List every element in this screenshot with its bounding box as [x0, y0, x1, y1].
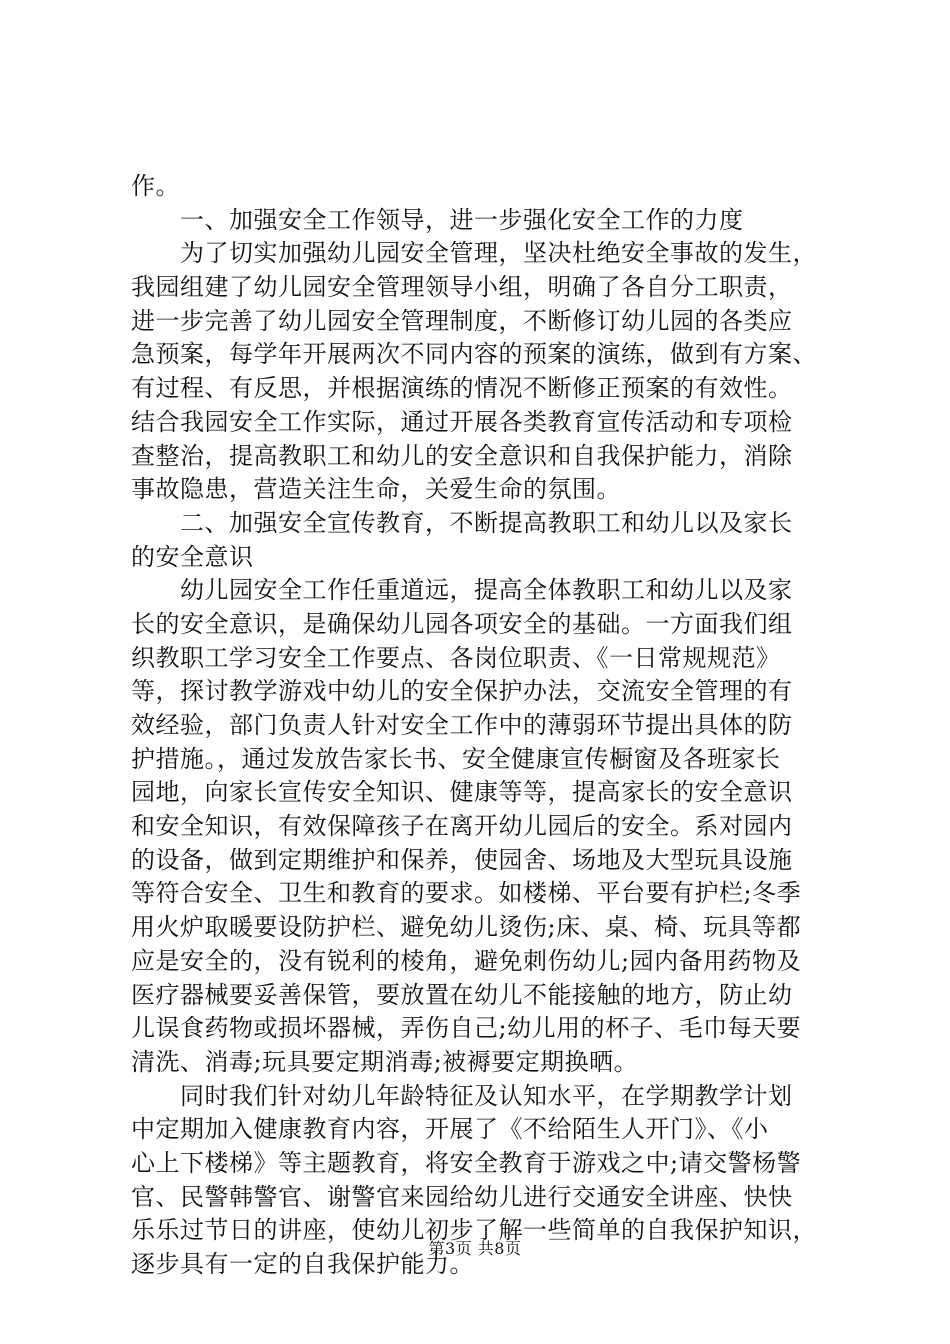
- text-line: 有过程、有反思，并根据演练的情况不断修正预案的有效性。: [131, 374, 793, 403]
- text-line: 医疗器械要妥善保管，要放置在幼儿不能接触的地方，防止幼: [131, 980, 793, 1009]
- text-line: 护措施。，通过发放告家长书、安全健康宣传橱窗及各班家长: [131, 744, 781, 773]
- text-line: 事故隐患，营造关注生命，关爱生命的氛围。: [131, 475, 621, 504]
- page-footer: 第3页 共8页: [428, 1239, 522, 1258]
- text-line: 一、加强安全工作领导，进一步强化安全工作的力度: [131, 205, 744, 234]
- text-line: 心上下楼梯》等主题教育，将安全教育于游戏之中;请交警杨警: [131, 1148, 802, 1177]
- text-line: 清洗、消毒;玩具要定期消毒;被褥要定期换晒。: [131, 1047, 639, 1076]
- text-line: 我园组建了幼儿园安全管理领导小组，明确了各自分工职责，: [131, 273, 793, 302]
- text-line: 儿误食药物或损坏器械，弄伤自己;幼儿用的杯子、毛巾每天要: [131, 1014, 802, 1043]
- text-line: 园地，向家长宣传安全知识、健康等等，提高家长的安全意识: [131, 778, 793, 807]
- text-line: 逐步具有一定的自我保护能力。: [131, 1250, 474, 1278]
- text-line: 结合我园安全工作实际，通过开展各类教育宣传活动和专项检: [131, 407, 793, 436]
- document-body: [131, 170, 831, 1282]
- text-line: 长的安全意识，是确保幼儿园各项安全的基础。一方面我们组: [131, 609, 793, 638]
- text-line: 和安全知识，有效保障孩子在离开幼儿园后的安全。系对园内: [131, 812, 793, 841]
- text-line: 的设备，做到定期维护和保养，使园舍、场地及大型玩具设施: [131, 845, 793, 874]
- text-line: 官、民警韩警官、谢警官来园给幼儿进行交通安全讲座、快快: [131, 1182, 793, 1211]
- text-line: 进一步完善了幼儿园安全管理制度，不断修订幼儿园的各类应: [131, 306, 793, 335]
- text-line: 幼儿园安全工作任重道远，提高全体教职工和幼儿以及家: [131, 576, 793, 605]
- text-line: 效经验，部门负责人针对安全工作中的薄弱环节提出具体的防: [131, 711, 793, 739]
- text-line: 织教职工学习安全工作要点、各岗位职责、《一日常规规范》: [131, 643, 781, 672]
- text-line: 用火炉取暖要设防护栏、避免幼儿烫伤;床、桌、椅、玩具等都: [131, 913, 802, 942]
- text-line: 查整治，提高教职工和幼儿的安全意识和自我保护能力，消除: [131, 441, 793, 470]
- text-line: 作。: [131, 172, 180, 200]
- text-line: 的安全意识: [131, 542, 254, 571]
- text-line: 乐乐过节日的讲座，使幼儿初步了解一些简单的自我保护知识，: [131, 1216, 817, 1245]
- text-line: 二、加强安全宣传教育，不断提高教职工和幼儿以及家长: [131, 508, 793, 537]
- text-line: 中定期加入健康教育内容，开展了《不给陌生人开门》、《小: [131, 1115, 769, 1144]
- text-line: 应是安全的，没有锐利的棱角，避免刺伤幼儿;园内备用药物及: [131, 946, 802, 975]
- text-line: 同时我们针对幼儿年龄特征及认知水平，在学期教学计划: [131, 1081, 793, 1110]
- text-line: 急预案，每学年开展两次不同内容的预案的演练，做到有方案、: [131, 340, 817, 369]
- text-line: 等，探讨教学游戏中幼儿的安全保护办法，交流安全管理的有: [131, 677, 793, 706]
- text-line: 等符合安全、卫生和教育的要求。如楼梯、平台要有护栏;冬季: [131, 879, 802, 908]
- text-line: 为了切实加强幼儿园安全管理，坚决杜绝安全事故的发生，: [131, 239, 817, 268]
